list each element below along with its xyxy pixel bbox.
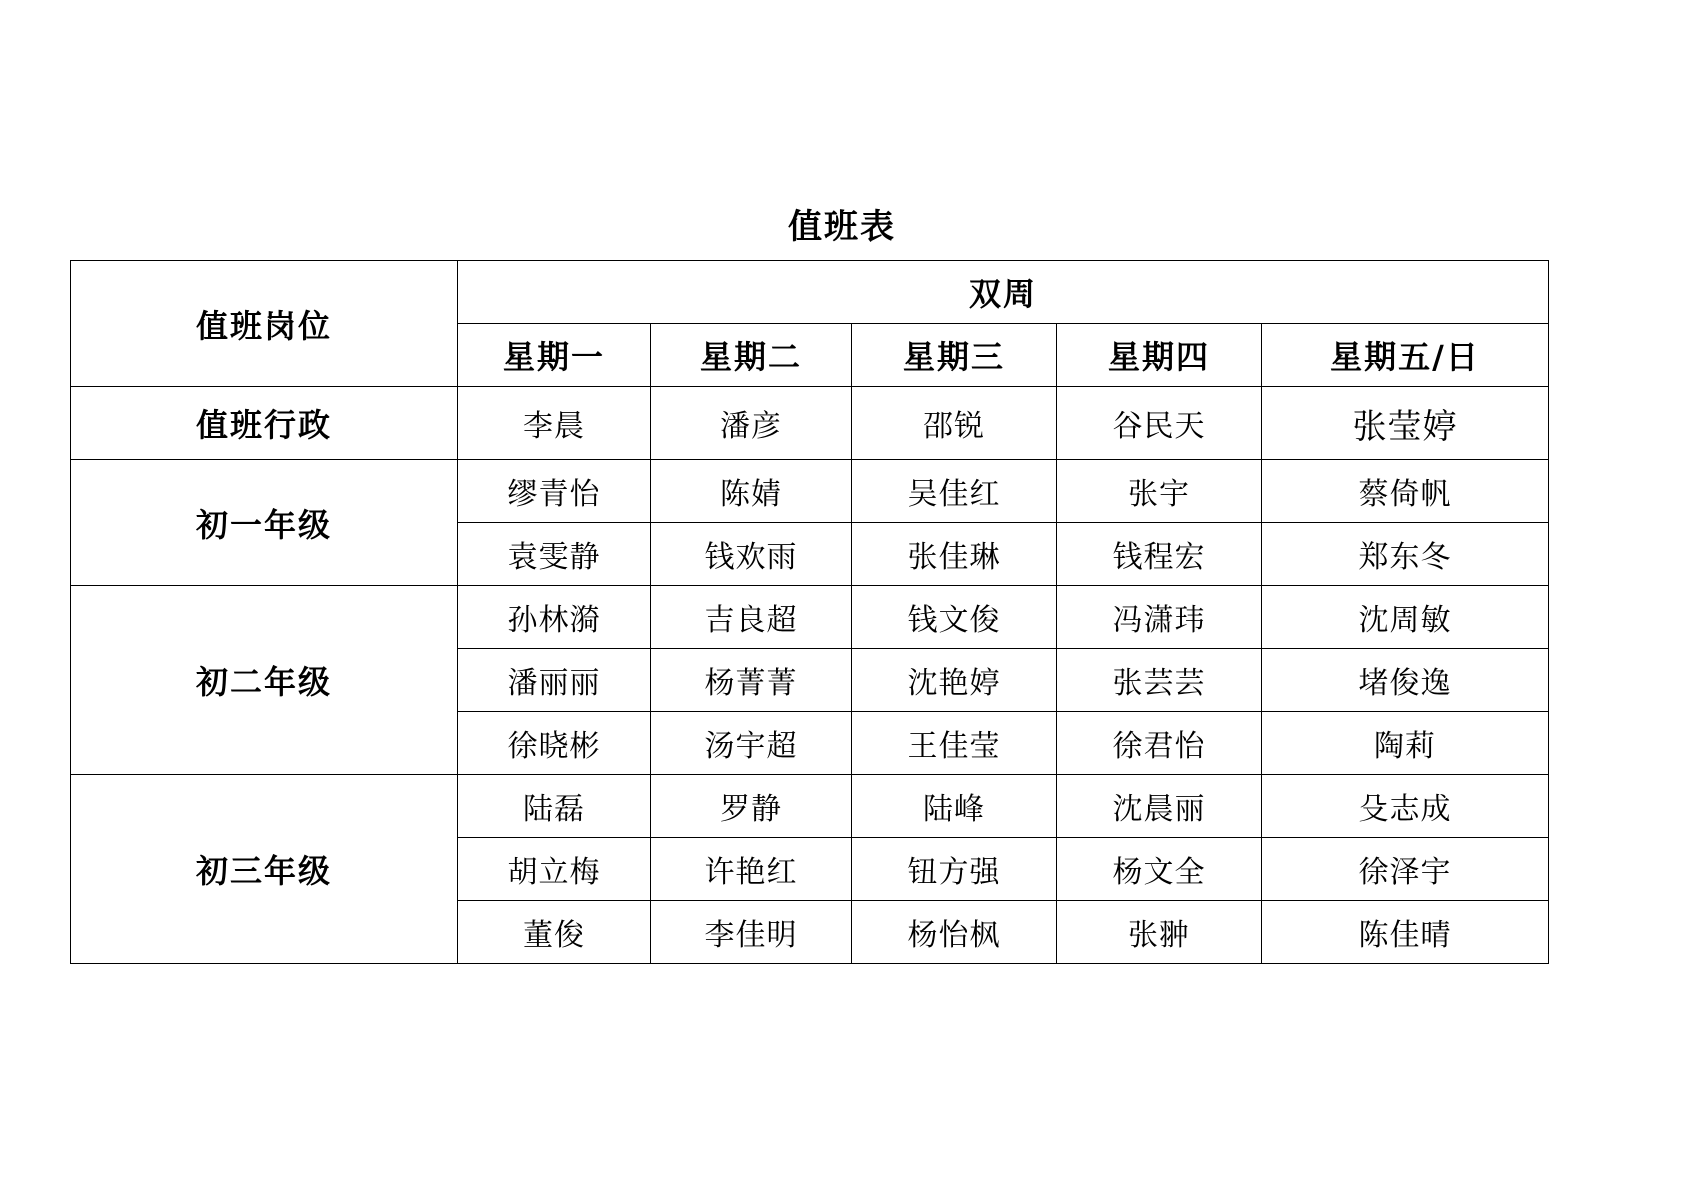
name-cell: 陆磊 — [458, 775, 651, 838]
week-header: 双周 — [458, 261, 1549, 324]
name-cell: 堵俊逸 — [1262, 649, 1549, 712]
name-cell: 蔡倚帆 — [1262, 460, 1549, 523]
name-cell: 钱欢雨 — [651, 523, 852, 586]
name-cell: 沈周敏 — [1262, 586, 1549, 649]
name-cell: 袁雯静 — [458, 523, 651, 586]
name-cell: 张芸芸 — [1057, 649, 1262, 712]
name-cell: 邵锐 — [852, 387, 1057, 460]
name-cell: 陈佳晴 — [1262, 901, 1549, 964]
name-cell: 沈艳婷 — [852, 649, 1057, 712]
day-header-mon: 星期一 — [458, 324, 651, 387]
name-cell: 张佳琳 — [852, 523, 1057, 586]
name-cell: 罗静 — [651, 775, 852, 838]
table-row-admin — [71, 387, 1549, 460]
page-title: 值班表 — [788, 207, 896, 247]
name-cell: 钮方强 — [852, 838, 1057, 901]
name-cell: 潘彦 — [651, 387, 852, 460]
name-cell: 郑东冬 — [1262, 523, 1549, 586]
name-cell: 谷民天 — [1057, 387, 1262, 460]
name-cell: 陈婧 — [651, 460, 852, 523]
header-row-week — [71, 261, 1549, 324]
name-cell: 王佳莹 — [852, 712, 1057, 775]
name-cell: 钱文俊 — [852, 586, 1057, 649]
name-cell: 杨怡枫 — [852, 901, 1057, 964]
name-cell: 许艳红 — [651, 838, 852, 901]
day-header-fri-sun: 星期五/日 — [1262, 324, 1549, 387]
name-cell: 董俊 — [458, 901, 651, 964]
name-cell: 杨文全 — [1057, 838, 1262, 901]
name-cell: 吉良超 — [651, 586, 852, 649]
name-cell: 杨菁菁 — [651, 649, 852, 712]
name-cell: 徐晓彬 — [458, 712, 651, 775]
row-label-grade3: 初三年级 — [71, 775, 458, 964]
name-cell: 李佳明 — [651, 901, 852, 964]
row-label-grade2: 初二年级 — [71, 586, 458, 775]
row-label-admin: 值班行政 — [71, 387, 458, 460]
table-row — [71, 460, 1549, 523]
post-header: 值班岗位 — [71, 261, 458, 387]
name-cell: 缪青怡 — [458, 460, 651, 523]
name-cell: 潘丽丽 — [458, 649, 651, 712]
name-cell: 冯潇玮 — [1057, 586, 1262, 649]
name-cell: 殳志成 — [1262, 775, 1549, 838]
name-cell: 徐泽宇 — [1262, 838, 1549, 901]
name-cell: 徐君怡 — [1057, 712, 1262, 775]
table-row — [71, 775, 1549, 838]
table-row — [71, 586, 1549, 649]
name-cell: 张宇 — [1057, 460, 1262, 523]
day-header-thu: 星期四 — [1057, 324, 1262, 387]
name-cell: 孙林漪 — [458, 586, 651, 649]
name-cell: 陶莉 — [1262, 712, 1549, 775]
day-header-tue: 星期二 — [651, 324, 852, 387]
day-header-wed: 星期三 — [852, 324, 1057, 387]
name-cell: 吴佳红 — [852, 460, 1057, 523]
name-cell: 钱程宏 — [1057, 523, 1262, 586]
name-cell: 汤宇超 — [651, 712, 852, 775]
name-cell: 陆峰 — [852, 775, 1057, 838]
name-cell: 李晨 — [458, 387, 651, 460]
row-label-grade1: 初一年级 — [71, 460, 458, 586]
name-cell: 张莹婷 — [1262, 387, 1549, 460]
duty-table — [70, 260, 1549, 964]
name-cell: 胡立梅 — [458, 838, 651, 901]
name-cell: 沈晨丽 — [1057, 775, 1262, 838]
name-cell: 张翀 — [1057, 901, 1262, 964]
